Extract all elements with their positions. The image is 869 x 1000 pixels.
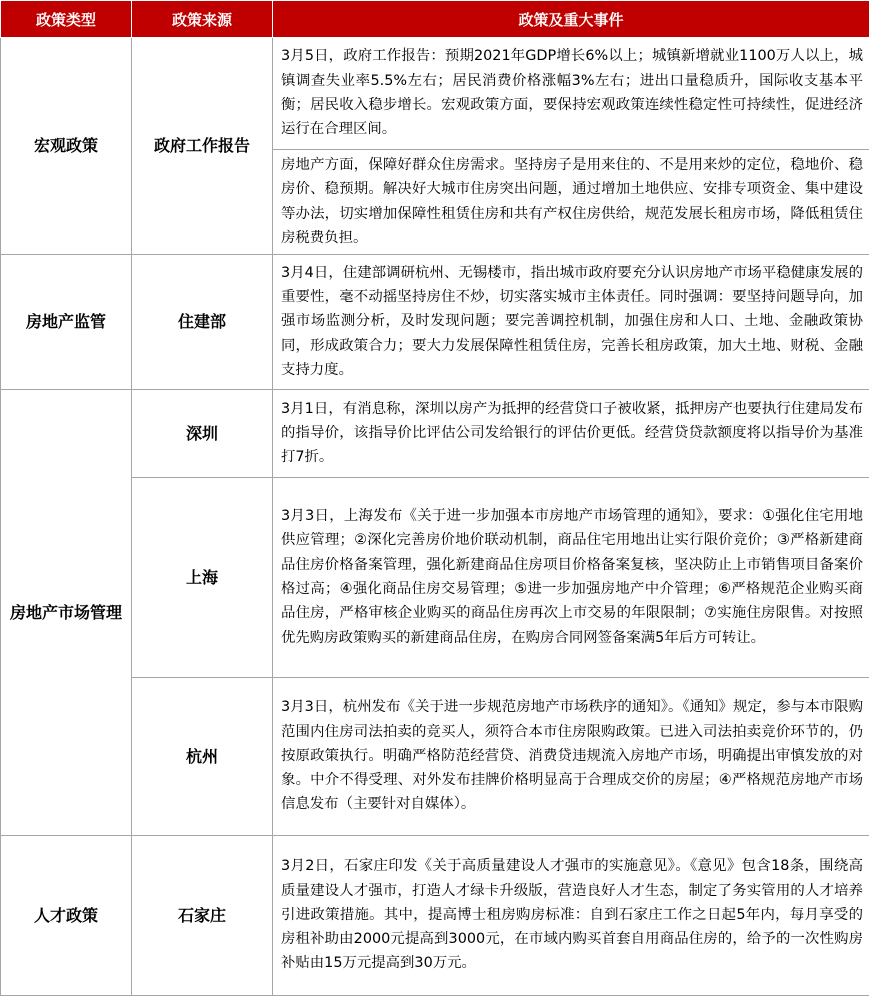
policy-source-cell: 深圳 xyxy=(132,390,273,478)
policy-source-cell: 石家庄 xyxy=(132,836,273,996)
table-row xyxy=(1,255,869,390)
header-policy-type: 政策类型 xyxy=(1,1,132,38)
table-row xyxy=(1,836,869,996)
table-row xyxy=(1,38,869,150)
table-row xyxy=(1,678,869,836)
table-header-row xyxy=(1,1,869,38)
policy-type-cell: 房地产监管 xyxy=(1,255,132,390)
policy-source-cell: 住建部 xyxy=(132,255,273,390)
policy-type-cell: 人才政策 xyxy=(1,836,132,996)
policy-event-cell: 3月4日，住建部调研杭州、无锡楼市，指出城市政府要充分认识房地产市场平稳健康发展的重要性，毫不动摇坚持房住不炒，切实落实城市主体责任。同时强调：要坚持问题导向，加强市场监测分析，及时发现问题；要完善调控机制，加强住房和人口、土地、金融政策协同，形成政策合力；要大力发展保障性租赁住房，完善长租房政策，加大土地、财税、金融支持力度。 xyxy=(273,255,869,390)
policy-source-cell: 上海 xyxy=(132,478,273,678)
policy-event-cell: 3月1日，有消息称，深圳以房产为抵押的经营贷口子被收紧，抵押房产也要执行住建局发布的指导价，该指导价比评估公司发给银行的评估价更低。经营贷贷款额度将以指导价为基准打7折。 xyxy=(273,390,869,478)
policy-event-cell: 3月3日，杭州发布《关于进一步规范房地产市场秩序的通知》。《通知》规定，参与本市限购范围内住房司法拍卖的竞买人，须符合本市住房限购政策。已进入司法拍卖竞价环节的，仍按原政策执行。明确严格防范经营贷、消费贷违规流入房地产市场，明确提出审慎发放的对象。中介不得受理、对外发布挂牌价格明显高于合理成交价的房屋；④严格规范房地产市场信息发布（主要针对自媒体）。 xyxy=(273,678,869,836)
policy-source-cell: 政府工作报告 xyxy=(132,38,273,255)
policy-event-cell: 3月5日，政府工作报告：预期2021年GDP增长6%以上；城镇新增就业1100万人以上，城镇调查失业率5.5%左右；居民消费价格涨幅3%左右；进出口量稳质升，国际收支基本平衡；居民收入稳步增长。宏观政策方面，要保持宏观政策连续性稳定性可持续性，促进经济运行在合理区间。 xyxy=(273,38,869,150)
policy-type-cell: 宏观政策 xyxy=(1,38,132,255)
policy-event-cell: 房地产方面，保障好群众住房需求。坚持房子是用来住的、不是用来炒的定位，稳地价、稳房价、稳预期。解决好大城市住房突出问题，通过增加土地供应、安排专项资金、集中建设等办法，切实增加保障性租赁住房和共有产权住房供给，规范发展长租房市场，降低租赁住房税费负担。 xyxy=(273,150,869,255)
header-policy-source: 政策来源 xyxy=(132,1,273,38)
header-policy-events: 政策及重大事件 xyxy=(273,1,869,38)
table-row xyxy=(1,478,869,678)
policy-type-cell: 房地产市场管理 xyxy=(1,390,132,836)
table-row xyxy=(1,390,869,478)
policy-event-cell: 3月2日，石家庄印发《关于高质量建设人才强市的实施意见》。《意见》包含18条，围绕高质量建设人才强市，打造人才绿卡升级版，营造良好人才生态，制定了务实管用的人才培养引进政策措施。其中，提高博士租房购房标准：自到石家庄工作之日起5年内，每月享受的房租补助由2000元提高到3000元，在市域内购买首套自用商品住房的，给予的一次性购房补贴由15万元提高到30万元。 xyxy=(273,836,869,996)
policy-source-cell: 杭州 xyxy=(132,678,273,836)
policy-event-cell: 3月3日，上海发布《关于进一步加强本市房地产市场管理的通知》，要求：①强化住宅用地供应管理；②深化完善房价地价联动机制，商品住宅用地出让实行限价竞价；③严格新建商品住房价格备案管理，强化新建商品住房项目价格备案复核，坚决防止上市销售项目备案价格过高；④强化商品住房交易管理；⑤进一步加强房地产中介管理；⑥严格规范企业购买商品住房，严格审核企业购买的商品住房再次上市交易的年限限制；⑦实施住房限售。对按照优先购房政策购买的新建商品住房，在购房合同网签备案满5年后方可转让。 xyxy=(273,478,869,678)
